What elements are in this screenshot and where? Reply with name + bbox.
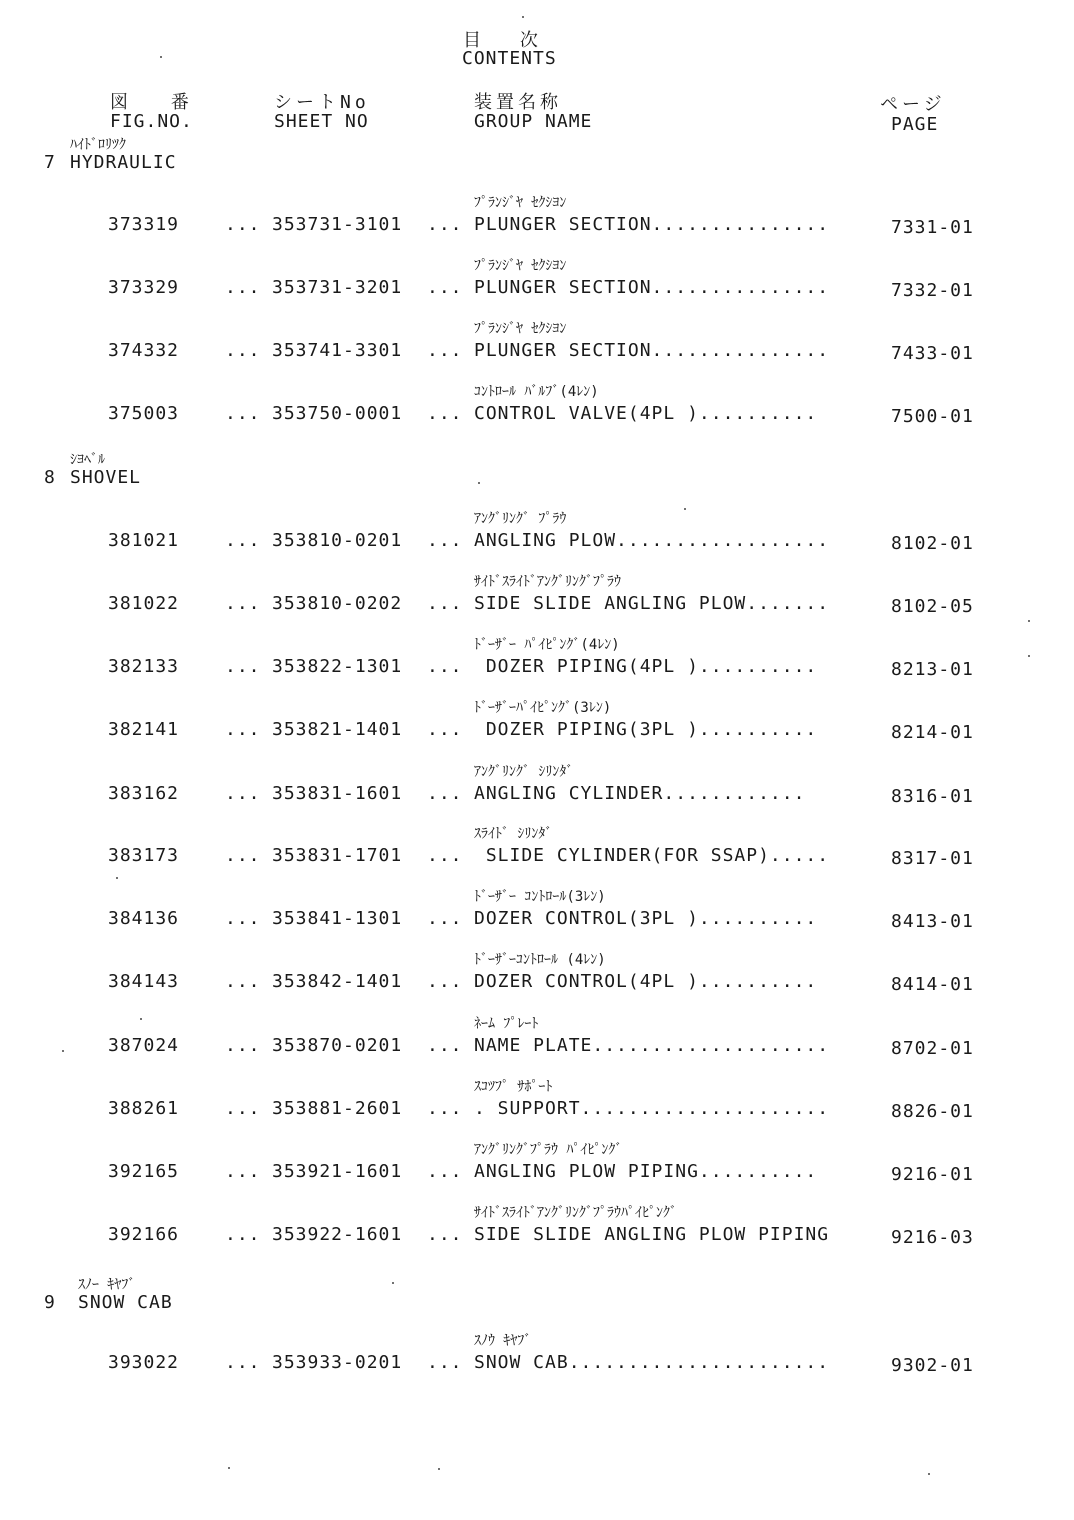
leader-dots: ... [225,1098,261,1119]
leader-dots: ... [225,719,261,740]
group-name: ANGLING CYLINDER............ [474,783,806,804]
fig-number: 382133 [108,656,180,677]
group-name: ANGLING PLOW.................. [474,530,830,551]
page-number: 8102-01 [891,533,974,554]
page-number: 9302-01 [891,1355,974,1376]
group-name: PLUNGER SECTION............... [474,277,830,298]
sheet-number: 353841-1301 [272,908,403,929]
leader-dots: ... [225,783,261,804]
group-name: CONTROL VALVE(4PL ).......... [474,403,818,424]
leader-dots: ... [225,908,261,929]
leader-dots: ... [427,530,463,551]
page-number: 8213-01 [891,659,974,680]
sheet-number: 353821-1401 [272,719,403,740]
leader-dots: ... [427,783,463,804]
page-number: 7332-01 [891,280,974,301]
section-title-jp: ｼﾖﾍﾞﾙ [70,452,105,468]
section-number: 8 [44,467,56,488]
section-title: SNOW CAB [78,1292,173,1313]
fig-number: 381021 [108,530,180,551]
fig-number: 383162 [108,783,180,804]
leader-dots: ... [427,403,463,424]
group-name-jp: ﾌﾟﾗﾝｼﾞﾔ ｾｸｼﾖﾝ [474,258,567,274]
fig-number: 374332 [108,340,180,361]
header-sheet-no: SHEET NO [274,111,369,132]
group-name: DOZER PIPING(4PL ).......... [474,656,818,677]
page-number: 8414-01 [891,974,974,995]
leader-dots: ... [427,971,463,992]
leader-dots: ... [427,656,463,677]
group-name-jp: ｻｲﾄﾞｽﾗｲﾄﾞｱﾝｸﾞﾘﾝｸﾞﾌﾟﾗｳﾊﾟｲﾋﾟﾝｸﾞ [474,1205,677,1221]
page-number: 8702-01 [891,1038,974,1059]
leader-dots: ... [225,403,261,424]
group-name-jp: ｽﾗｲﾄﾞ ｼﾘﾝﾀﾞ [474,826,553,842]
page-number: 7331-01 [891,217,974,238]
sheet-number: 353831-1701 [272,845,403,866]
group-name: SLIDE CYLINDER(FOR SSAP)..... [474,845,830,866]
page-number: 7433-01 [891,343,974,364]
sheet-number: 353922-1601 [272,1224,403,1245]
page-number: 9216-01 [891,1164,974,1185]
group-name-jp: ｱﾝｸﾞﾘﾝｸﾞ ﾌﾟﾗｳ [474,511,567,527]
leader-dots: ... [427,1098,463,1119]
leader-dots: ... [225,1161,261,1182]
page-number: 8826-01 [891,1101,974,1122]
sheet-number: 353731-3201 [272,277,403,298]
group-name: SIDE SLIDE ANGLING PLOW PIPING [474,1224,830,1245]
sheet-number: 353921-1601 [272,1161,403,1182]
group-name: DOZER PIPING(3PL ).......... [474,719,818,740]
group-name: ANGLING PLOW PIPING.......... [474,1161,818,1182]
leader-dots: ... [427,340,463,361]
group-name-jp: ﾄﾞｰｻﾞｰｺﾝﾄﾛｰﾙ (4ﾚﾝ) [474,952,606,968]
fig-number: 384136 [108,908,180,929]
leader-dots: ... [427,1224,463,1245]
fig-number: 373329 [108,277,180,298]
sheet-number: 353933-0201 [272,1352,403,1373]
section-number: 9 [44,1292,56,1313]
page-number: 9216-03 [891,1227,974,1248]
leader-dots: ... [225,1224,261,1245]
page-number: 8102-05 [891,596,974,617]
leader-dots: ... [427,593,463,614]
page-number: 8413-01 [891,911,974,932]
group-name: . SUPPORT..................... [474,1098,830,1119]
leader-dots: ... [427,1035,463,1056]
leader-dots: ... [225,845,261,866]
group-name-jp: ｺﾝﾄﾛｰﾙ ﾊﾞﾙﾌﾞ(4ﾚﾝ) [474,384,599,400]
leader-dots: ... [427,845,463,866]
leader-dots: ... [427,908,463,929]
group-name-jp: ｱﾝｸﾞﾘﾝｸﾞﾌﾟﾗｳ ﾊﾟｲﾋﾟﾝｸﾞ [474,1142,623,1158]
group-name-jp: ﾄﾞｰｻﾞｰ ｺﾝﾄﾛｰﾙ(3ﾚﾝ) [474,889,606,905]
leader-dots: ... [225,656,261,677]
sheet-number: 353831-1601 [272,783,403,804]
header-group-name-jp: 装置名称 [474,92,562,113]
header-page-jp: ページ [880,94,946,115]
leader-dots: ... [225,530,261,551]
header-fig-no-jp: 図 番 [110,92,205,113]
page-title: CONTENTS [462,48,557,69]
sheet-number: 353870-0201 [272,1035,403,1056]
leader-dots: ... [225,593,261,614]
fig-number: 383173 [108,845,180,866]
header-page: PAGE [891,114,939,135]
group-name: PLUNGER SECTION............... [474,340,830,361]
page-number: 7500-01 [891,406,974,427]
fig-number: 388261 [108,1098,180,1119]
sheet-number: 353750-0001 [272,403,403,424]
header-fig-no: FIG.NO. [110,111,193,132]
page-number: 8317-01 [891,848,974,869]
leader-dots: ... [225,971,261,992]
title-japanese: 目 次 [463,30,552,51]
fig-number: 375003 [108,403,180,424]
leader-dots: ... [225,340,261,361]
leader-dots: ... [225,1035,261,1056]
section-title-jp: ﾊｲﾄﾞﾛﾘﾂｸ [70,137,126,153]
group-name: DOZER CONTROL(3PL ).......... [474,908,818,929]
leader-dots: ... [427,1352,463,1373]
fig-number: 384143 [108,971,180,992]
fig-number: 381022 [108,593,180,614]
group-name-jp: ﾈｰﾑ ﾌﾟﾚｰﾄ [474,1016,539,1032]
sheet-number: 353810-0202 [272,593,403,614]
sheet-number: 353731-3101 [272,214,403,235]
leader-dots: ... [427,277,463,298]
fig-number: 392166 [108,1224,180,1245]
group-name-jp: ｻｲﾄﾞｽﾗｲﾄﾞｱﾝｸﾞﾘﾝｸﾞﾌﾟﾗｳ [474,574,621,590]
sheet-number: 353842-1401 [272,971,403,992]
group-name: SIDE SLIDE ANGLING PLOW....... [474,593,830,614]
fig-number: 392165 [108,1161,180,1182]
section-number: 7 [44,152,56,173]
fig-number: 387024 [108,1035,180,1056]
leader-dots: ... [225,1352,261,1373]
fig-number: 393022 [108,1352,180,1373]
header-group-name: GROUP NAME [474,111,593,132]
leader-dots: ... [427,214,463,235]
group-name-jp: ﾌﾟﾗﾝｼﾞﾔ ｾｸｼﾖﾝ [474,195,567,211]
leader-dots: ... [427,719,463,740]
group-name-jp: ﾄﾞｰｻﾞｰ ﾊﾟｲﾋﾟﾝｸﾞ(4ﾚﾝ) [474,637,620,653]
sheet-number: 353741-3301 [272,340,403,361]
group-name: NAME PLATE.................... [474,1035,830,1056]
group-name: DOZER CONTROL(4PL ).......... [474,971,818,992]
sheet-number: 353810-0201 [272,530,403,551]
group-name-jp: ﾌﾟﾗﾝｼﾞﾔ ｾｸｼﾖﾝ [474,321,567,337]
group-name: PLUNGER SECTION............... [474,214,830,235]
page-number: 8214-01 [891,722,974,743]
group-name-jp: ﾄﾞｰｻﾞｰﾊﾟｲﾋﾟﾝｸﾞ(3ﾚﾝ) [474,700,612,716]
header-sheet-no-jp: シートNo [274,92,370,113]
group-name-jp: ｽﾉｳ ｷﾔﾌﾞ [474,1333,532,1349]
section-title: HYDRAULIC [70,152,177,173]
fig-number: 382141 [108,719,180,740]
leader-dots: ... [427,1161,463,1182]
fig-number: 373319 [108,214,180,235]
leader-dots: ... [225,277,261,298]
section-title-jp: ｽﾉｰ ｷﾔﾌﾞ [78,1277,136,1293]
sheet-number: 353822-1301 [272,656,403,677]
sheet-number: 353881-2601 [272,1098,403,1119]
leader-dots: ... [225,214,261,235]
group-name-jp: ｽｺﾂﾌﾟ ｻﾎﾟｰﾄ [474,1079,553,1095]
section-title: SHOVEL [70,467,142,488]
group-name: SNOW CAB...................... [474,1352,830,1373]
group-name-jp: ｱﾝｸﾞﾘﾝｸﾞ ｼﾘﾝﾀﾞ [474,764,574,780]
page-number: 8316-01 [891,786,974,807]
